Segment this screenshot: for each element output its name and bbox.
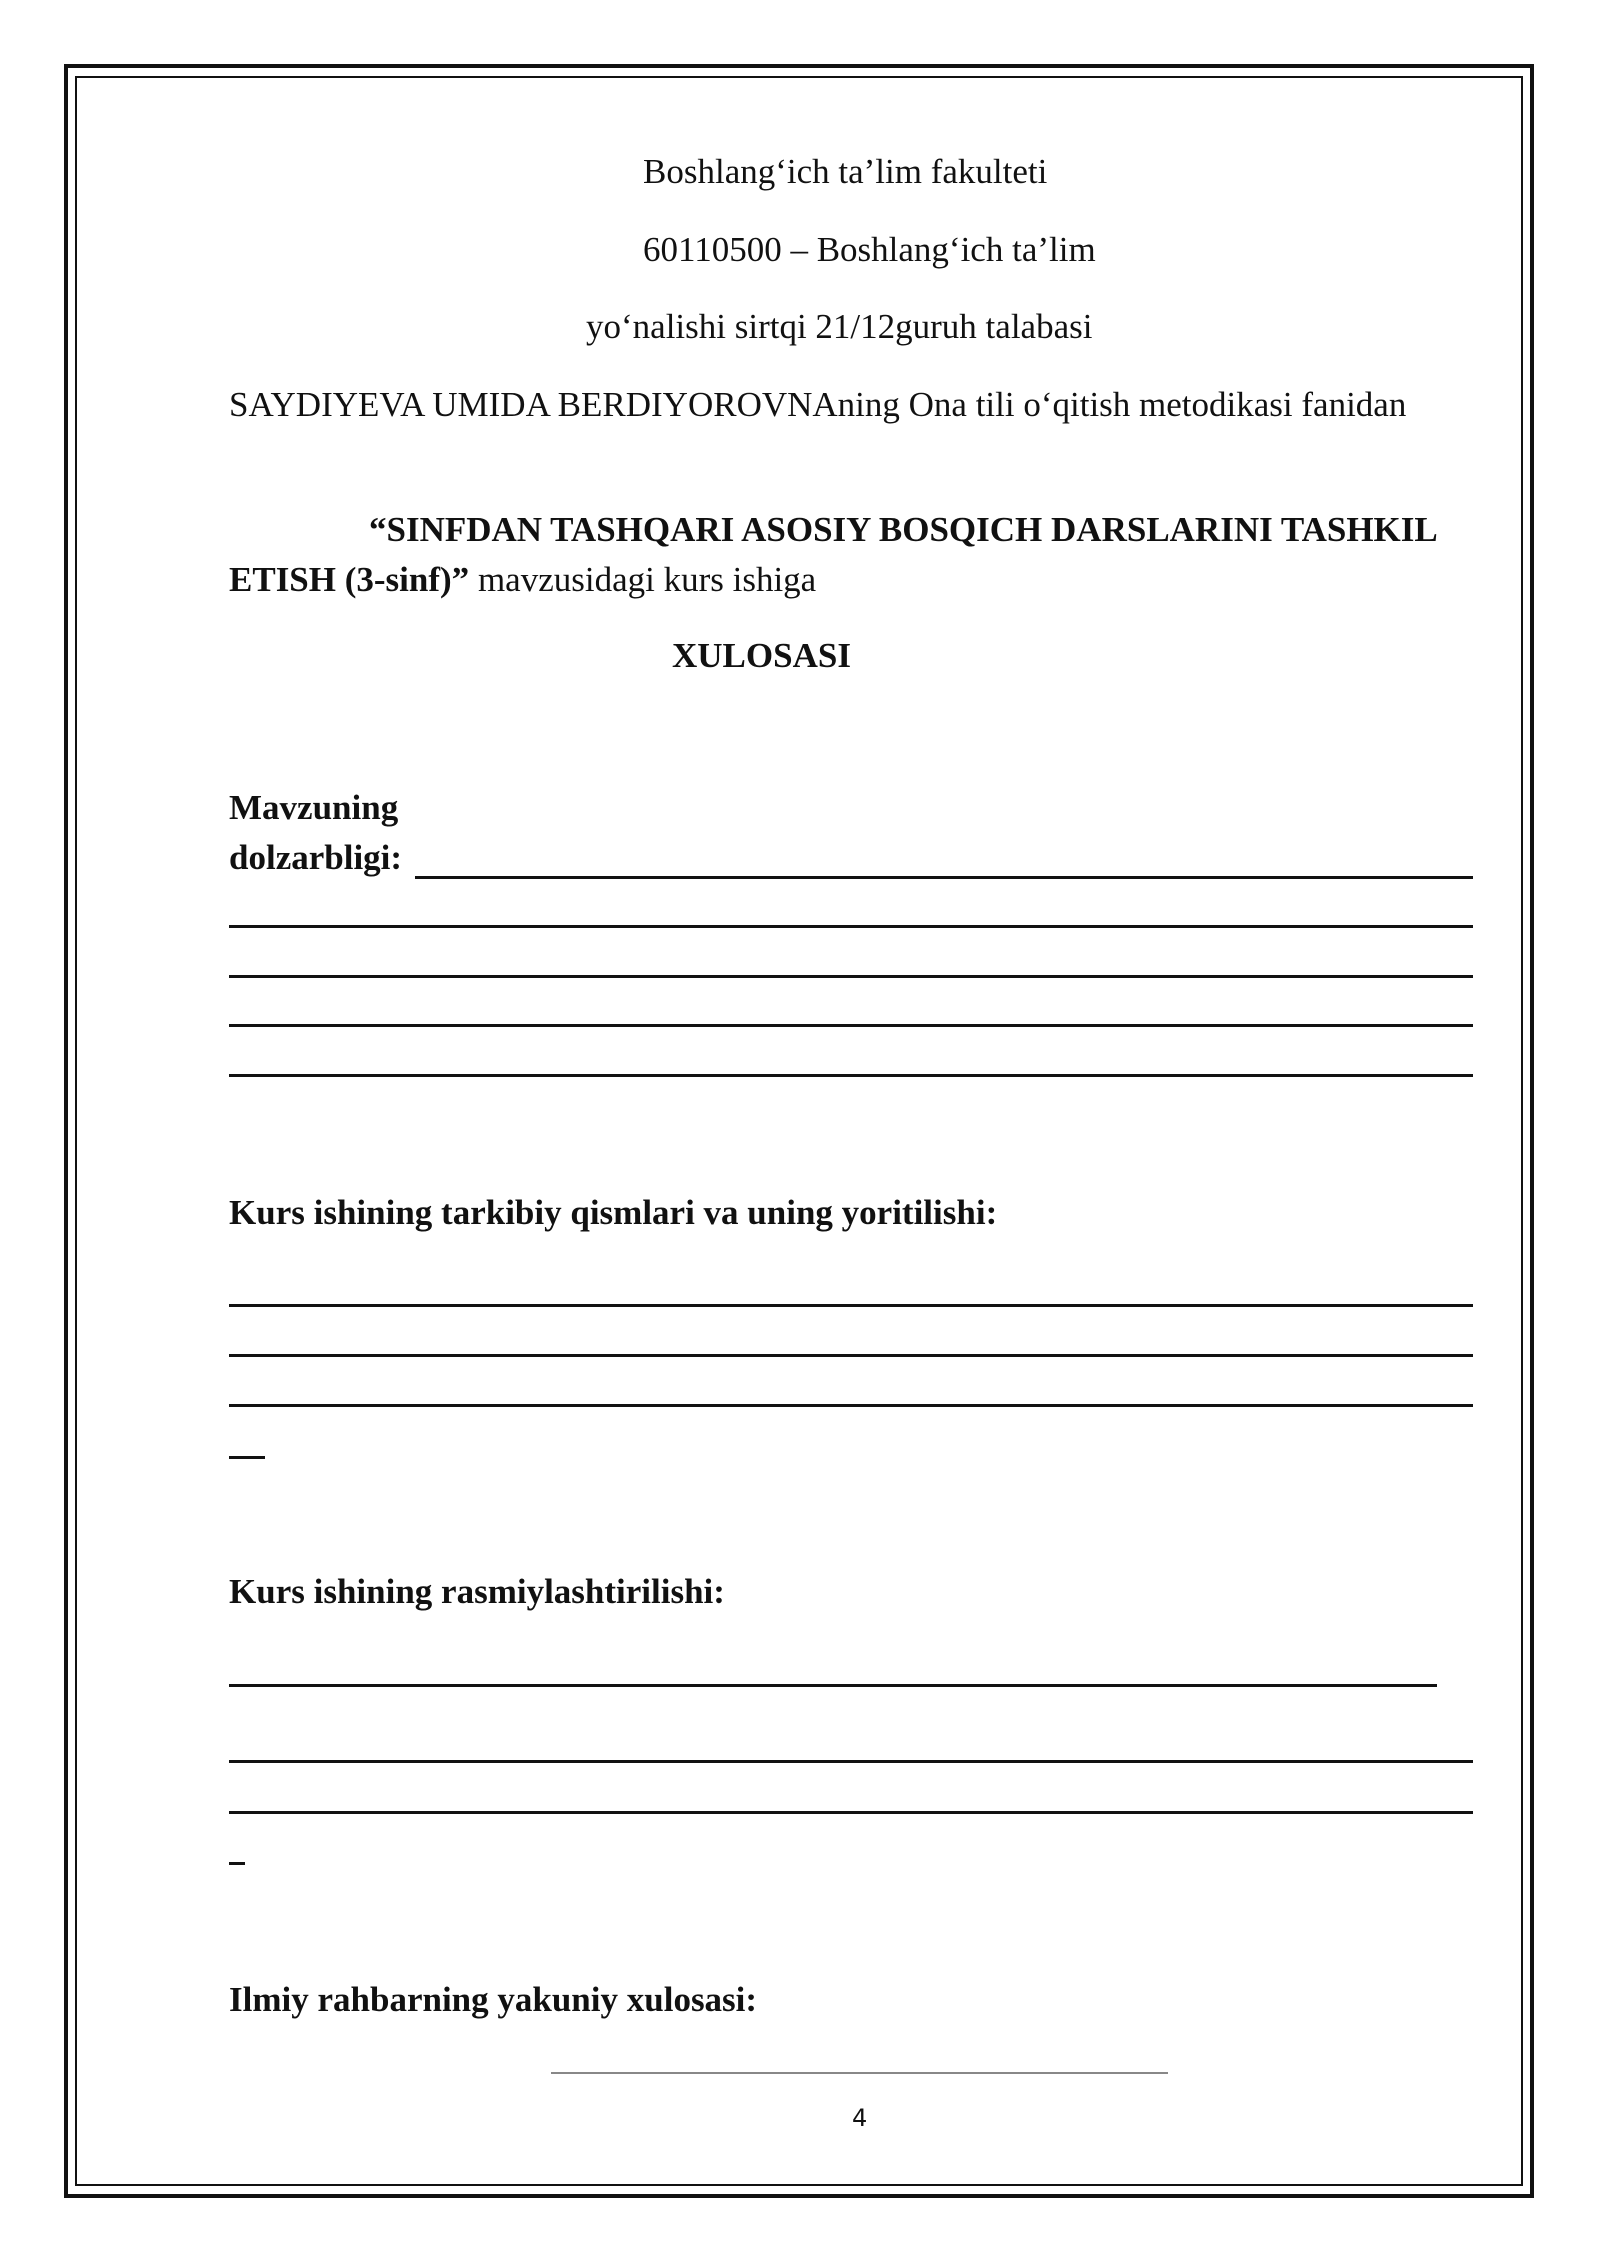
supervisor-heading: Ilmiy rahbarning yakuniy xulosasi:	[229, 1980, 758, 2019]
relevance-answer-line	[229, 1024, 1473, 1027]
relevance-answer-line	[229, 1074, 1473, 1077]
student-name: SAYDIYEVA UMIDA BERDIYOROVNA	[229, 385, 838, 424]
structure-answer-line	[229, 1354, 1473, 1357]
document-title: XULOSASI	[672, 636, 851, 675]
structure-answer-line	[229, 1304, 1473, 1307]
formatting-answer-line	[229, 1811, 1473, 1814]
relevance-heading-line1: Mavzuning	[229, 788, 399, 827]
formatting-answer-line	[229, 1760, 1473, 1763]
relevance-heading-line2: dolzarbligi:	[229, 838, 403, 877]
faculty-line: Boshlang‘ich ta’lim fakulteti	[643, 152, 1048, 191]
formatting-trailing-dash	[229, 1862, 245, 1865]
structure-heading: Kurs ishining tarkibiy qismlari va uning yoritilishi:	[229, 1193, 998, 1232]
relevance-answer-line	[229, 925, 1473, 928]
subject-text: ning Ona tili o‘qitish metodikasi fanidan	[837, 385, 1407, 424]
relevance-answer-line	[415, 876, 1473, 879]
topic-paragraph	[229, 505, 1473, 605]
topic-title: “SINFDAN TASHQARI ASOSIY BOSQICH DARSLARINI TASHKIL ETISH (3-sinf)”	[229, 510, 1436, 599]
structure-trailing-dash	[229, 1456, 265, 1459]
formatting-heading: Kurs ishining rasmiylashtirilishi:	[229, 1572, 725, 1611]
page-number: 4	[852, 2104, 868, 2132]
topic-suffix: mavzusidagi kurs ishiga	[469, 560, 817, 599]
group-line: yo‘nalishi sirtqi 21/12guruh talabasi	[586, 307, 1093, 346]
structure-answer-line	[229, 1404, 1473, 1407]
footer-separator	[551, 2072, 1168, 2074]
formatting-answer-line	[229, 1684, 1437, 1687]
student-paragraph	[229, 380, 1473, 430]
program-line: 60110500 – Boshlang‘ich ta’lim	[643, 230, 1096, 269]
relevance-answer-line	[229, 975, 1473, 978]
